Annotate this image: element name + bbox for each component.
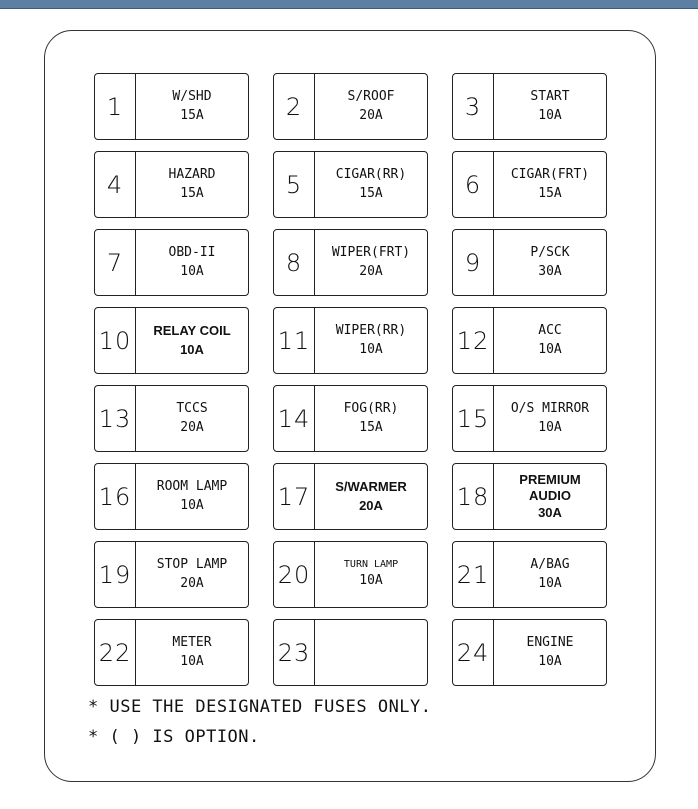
fuse-11 — [273, 307, 428, 374]
fuse-label — [136, 542, 248, 607]
fuse-23 — [273, 619, 428, 686]
fuse-label — [315, 308, 427, 373]
fuse-label — [136, 620, 248, 685]
fuse-10 — [94, 307, 249, 374]
fuse-label — [136, 74, 248, 139]
window-top-bar — [0, 0, 698, 9]
fuse-rating: 30A — [538, 504, 562, 520]
fuse-circuit-name: METER — [172, 634, 212, 650]
fuse-circuit-name: ROOM LAMP — [156, 478, 228, 494]
fuse-circuit-name: OBD-II — [168, 244, 216, 260]
fuse-circuit-name: A/BAG — [530, 556, 570, 572]
fuse-rating: 10A — [359, 341, 383, 357]
fuse-rating: 10A — [180, 497, 204, 513]
fuse-20 — [273, 541, 428, 608]
fuse-label — [494, 464, 606, 529]
fuse-circuit-name: S/ROOF — [347, 88, 395, 104]
fuse-number: 22 — [95, 620, 136, 685]
fuse-circuit-name: HAZARD — [168, 166, 216, 182]
fuse-rating: 10A — [538, 653, 562, 669]
fuse-14 — [273, 385, 428, 452]
fuse-rating: 15A — [180, 107, 204, 123]
fuse-17 — [273, 463, 428, 530]
fuse-number: 17 — [274, 464, 315, 529]
fuse-circuit-name: START — [530, 88, 570, 104]
fuse-label — [315, 620, 427, 685]
note-option: * ( ) IS OPTION. — [88, 727, 260, 747]
fuse-circuit-name: STOP LAMP — [156, 556, 228, 572]
fuse-circuit-name: ACC — [538, 322, 562, 338]
fuse-13 — [94, 385, 249, 452]
fuse-circuit-name: W/SHD — [172, 88, 212, 104]
fuse-label — [494, 152, 606, 217]
fuse-label — [136, 386, 248, 451]
fuse-number: 16 — [95, 464, 136, 529]
fuse-label — [494, 620, 606, 685]
fuse-number: 12 — [453, 308, 494, 373]
fuse-rating: 15A — [359, 185, 383, 201]
fuse-number: 5 — [274, 152, 315, 217]
fuse-1 — [94, 73, 249, 140]
fuse-label — [494, 542, 606, 607]
fuse-rating: 10A — [538, 341, 562, 357]
fuse-number: 24 — [453, 620, 494, 685]
fuse-circuit-name: RELAY COIL — [153, 322, 231, 338]
fuse-circuit-name: ENGINE — [526, 634, 574, 650]
fuse-circuit-name: P/SCK — [530, 244, 570, 260]
fuse-circuit-name: CIGAR(FRT) — [510, 166, 590, 182]
fuse-label — [494, 308, 606, 373]
fuse-number: 13 — [95, 386, 136, 451]
note-designated-fuses: * USE THE DESIGNATED FUSES ONLY. — [88, 697, 432, 717]
fuse-3 — [452, 73, 607, 140]
fuse-label — [136, 464, 248, 529]
fuse-15 — [452, 385, 607, 452]
fuse-number: 7 — [95, 230, 136, 295]
fuse-number: 19 — [95, 542, 136, 607]
fuse-circuit-name: WIPER(RR) — [335, 322, 407, 338]
fuse-label — [315, 542, 427, 607]
fuse-4 — [94, 151, 249, 218]
fuse-21 — [452, 541, 607, 608]
fuse-circuit-name: TURN LAMP — [343, 558, 399, 570]
fuse-8 — [273, 229, 428, 296]
fuse-7 — [94, 229, 249, 296]
fuse-2 — [273, 73, 428, 140]
fuse-rating: 10A — [359, 573, 383, 589]
fuse-rating: 10A — [538, 107, 562, 123]
fuse-circuit-name: TCCS — [176, 400, 208, 416]
fuse-label — [136, 230, 248, 295]
fuse-rating: 20A — [359, 107, 383, 123]
fuse-number: 15 — [453, 386, 494, 451]
fuse-rating: 15A — [180, 185, 204, 201]
fuse-rating: 15A — [538, 185, 562, 201]
fuse-18 — [452, 463, 607, 530]
fuse-number: 9 — [453, 230, 494, 295]
fuse-16 — [94, 463, 249, 530]
fuse-circuit-name: S/WARMER — [335, 478, 407, 494]
fuse-rating: 20A — [359, 263, 383, 279]
fuse-rating: 10A — [180, 653, 204, 669]
fuse-rating: 10A — [538, 419, 562, 435]
fuse-number: 2 — [274, 74, 315, 139]
fuse-9 — [452, 229, 607, 296]
fuse-label — [315, 386, 427, 451]
fuse-number: 14 — [274, 386, 315, 451]
fuse-22 — [94, 619, 249, 686]
fuse-number: 23 — [274, 620, 315, 685]
fuse-circuit-name: O/S MIRROR — [510, 400, 590, 416]
fuse-label — [315, 74, 427, 139]
fuse-label — [494, 386, 606, 451]
fuse-19 — [94, 541, 249, 608]
fuse-number: 4 — [95, 152, 136, 217]
fuse-label — [494, 230, 606, 295]
fuse-label — [136, 308, 248, 373]
fuse-circuit-name: AUDIO — [529, 488, 571, 504]
fuse-number: 8 — [274, 230, 315, 295]
fuse-12 — [452, 307, 607, 374]
notes — [88, 692, 432, 752]
fuse-number: 21 — [453, 542, 494, 607]
fuse-24 — [452, 619, 607, 686]
fuse-number: 20 — [274, 542, 315, 607]
fuse-label — [315, 464, 427, 529]
fuse-label — [494, 74, 606, 139]
fuse-rating: 15A — [359, 419, 383, 435]
fuse-circuit-name: FOG(RR) — [343, 400, 399, 416]
fuse-rating: 20A — [359, 497, 383, 513]
fuse-label — [315, 230, 427, 295]
fuse-number: 11 — [274, 308, 315, 373]
fuse-rating: 10A — [180, 263, 204, 279]
fuse-number: 6 — [453, 152, 494, 217]
fuse-number: 18 — [453, 464, 494, 529]
fuse-circuit-name: CIGAR(RR) — [335, 166, 407, 182]
fuse-rating: 20A — [180, 419, 204, 435]
fuse-5 — [273, 151, 428, 218]
fuse-circuit-name: WIPER(FRT) — [331, 244, 411, 260]
fuse-number: 10 — [95, 308, 136, 373]
fuse-label — [315, 152, 427, 217]
fuse-rating: 30A — [538, 263, 562, 279]
fuse-rating: 20A — [180, 575, 204, 591]
fuse-circuit-name: PREMIUM — [519, 472, 581, 488]
fuse-rating: 10A — [538, 575, 562, 591]
fuse-number: 1 — [95, 74, 136, 139]
fuse-number: 3 — [453, 74, 494, 139]
fuse-rating: 10A — [180, 341, 204, 357]
fuse-6 — [452, 151, 607, 218]
fuse-label — [136, 152, 248, 217]
